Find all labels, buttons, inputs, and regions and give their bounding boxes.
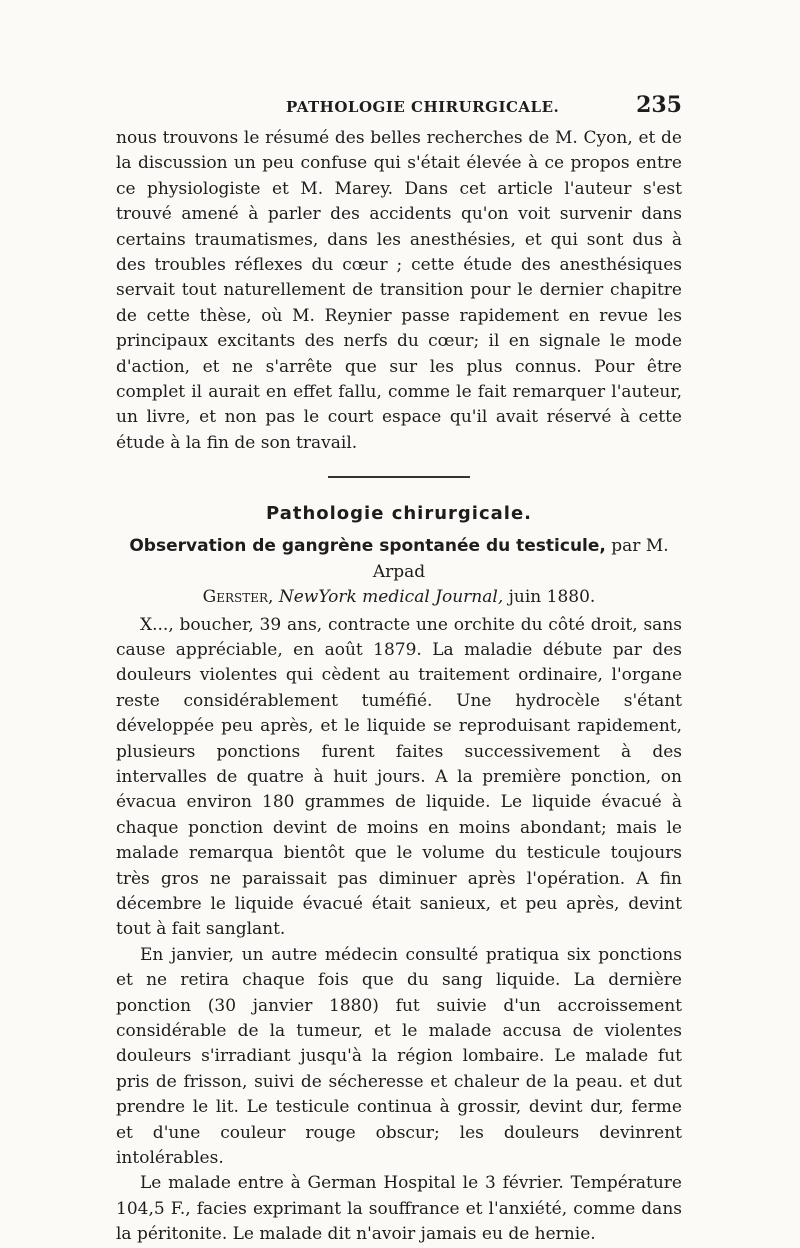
article-title: Observation de gangrène spontanée du testicule, (129, 536, 606, 557)
article-body (116, 613, 682, 1248)
running-title: PATHOLOGIE CHIRURGICALE. (286, 98, 560, 116)
intro-paragraph: nous trouvons le résumé des belles recherches de M. Cyon, et de la discussion un peu confuse qui s'était élevée à ce propos entre ce physiologiste et M. Marey. Dans cet article l'auteur s'est trouvé amené à parler des accidents qu'on voit survenir dans certains traumatismes, dans les anesthésies, et qui sont dus à des troubles réflexes du cœur ; cette étude des anesthésiques servait tout naturellement de transition pour le dernier chapitre de cette thèse, où M. Reynier passe rapidement en revue les principaux excitants des nerfs du cœur; il en signale le mode d'action, et ne s'arrête que sur les plus connus. Pour être complet il aurait en effet fallu, comme le fait remarquer l'auteur, un livre, et non pas le court espace qu'il avait réservé à cette étude à la fin de son travail. (116, 128, 682, 453)
article-author: Gerster, (202, 587, 274, 608)
book-page (116, 92, 682, 1248)
section-title: Pathologie chirurgicale. (265, 503, 532, 525)
article-heading (116, 534, 682, 610)
article-by: par M. Arpad (372, 536, 669, 582)
body-paragraph-1: X..., boucher, 39 ans, contracte une orchite du côté droit, sans cause appréciable, en août 1879. La maladie débute par des douleurs violentes qui cèdent au traitement ordinaire, l'organe reste considérablement tuméfié. Une hydrocèle s'étant développée peu après, et le liquide se reproduisant rapidement, plusieurs ponctions furent faites successivement à des intervalles de quatre à huit jours. A la première ponction, on évacua environ 180 grammes de liquide. Le liquide évacué à chaque ponction devint de moins en moins abondant; mais le malade remarqua bientôt que le volume du testicule toujours très gros ne paraissait pas diminuer après l'opération. A fin décembre le liquide évacué était sanieux, et peu après, devint tout à fait sanglant. (116, 614, 682, 940)
section-divider (328, 476, 470, 478)
running-head (116, 92, 682, 126)
body-paragraph-2: En janvier, un autre médecin consulté pratiqua six ponctions et ne retira chaque fois que du sang liquide. La dernière ponction (30 janvier 1880) fut suivie d'un accroissement considérable de la tumeur, et le malade accusa de violentes douleurs s'irradiant jusqu'à la région lombaire. Le malade fut pris de frisson, suivi de sécheresse et chaleur de la peau. et dut prendre le lit. Le testicule continua à grossir, devint dur, ferme et d'une couleur rouge obscur; les douleurs devinrent intolérables. (116, 944, 682, 1169)
body-paragraph-3: Le malade entre à German Hospital le 3 février. Température 104,5 F., facies exprimant la souffrance et l'anxiété, comme dans la péritonite. Le malade dit n'avoir jamais eu de hernie. (116, 1173, 682, 1245)
page-number: 235 (636, 92, 682, 118)
article-date: juin 1880. (508, 587, 596, 608)
article-journal: NewYork medical Journal, (278, 587, 504, 608)
